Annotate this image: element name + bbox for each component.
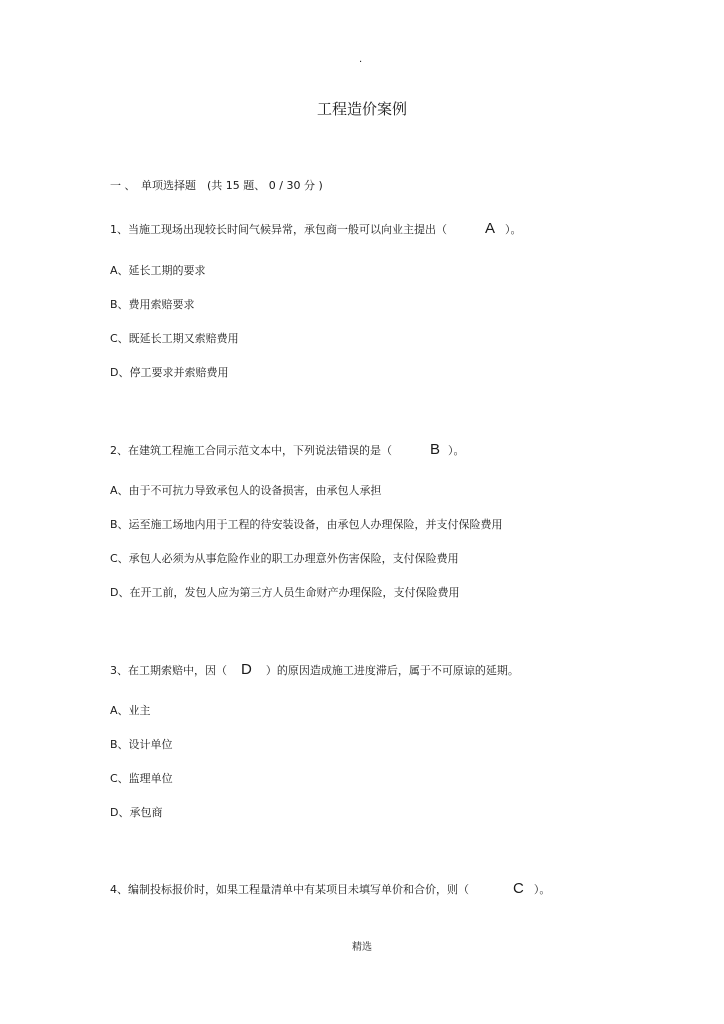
question-2 [110,441,465,458]
question-1-text: 1、当施工现场出现较长时间气候异常，承包商一般可以向业主提出（ [110,223,447,236]
option-3b: B、设计单位 [110,738,173,751]
section-heading: 一 、 单项选择题 (共 15 题、 0 / 30 分 ) [110,179,323,192]
option-2c: C、承包人必须为从事危险作业的职工办理意外伤害保险，支付保险费用 [110,552,459,565]
question-2-text: 2、在建筑工程施工合同示范文本中，下列说法错误的是（ [110,444,392,457]
option-1b: B、费用索赔要求 [110,298,195,311]
question-1 [110,220,522,237]
option-1d: D、停工要求并索赔费用 [110,366,229,379]
page-footer: 精选 [352,942,372,953]
option-2a: A、由于不可抗力导致承包人的设备损害，由承包人承担 [110,484,382,497]
option-3c: C、监理单位 [110,772,173,785]
question-3-text: 3、在工期索赔中，因（ [110,664,227,677]
question-4 [110,880,550,897]
option-1c: C、既延长工期又索赔费用 [110,332,239,345]
option-1a: A、延长工期的要求 [110,264,206,277]
question-4-text: 4、编制投标报价时，如果工程量清单中有某项目未填写单价和合价，则（ [110,883,469,896]
question-1-suffix: ）。 [505,223,522,236]
question-2-answer: B [430,441,441,458]
question-3-suffix: ）的原因造成施工进度滞后，属于不可原谅的延期。 [265,664,519,677]
header-dot: . [359,54,363,65]
option-3a: A、业主 [110,704,151,717]
question-4-answer: C [513,880,524,897]
question-4-suffix: ）。 [533,883,551,896]
question-3 [110,661,519,678]
question-1-answer: A [485,220,496,237]
question-2-suffix: ）。 [448,444,465,457]
page-title: 工程造价案例 [316,100,407,118]
question-3-answer: D [241,661,252,678]
option-3d: D、承包商 [110,806,163,819]
option-2d: D、在开工前，发包人应为第三方人员生命财产办理保险，支付保险费用 [110,586,460,599]
option-2b: B、运至施工场地内用于工程的待安装设备，由承包人办理保险，并支付保险费用 [110,518,503,531]
